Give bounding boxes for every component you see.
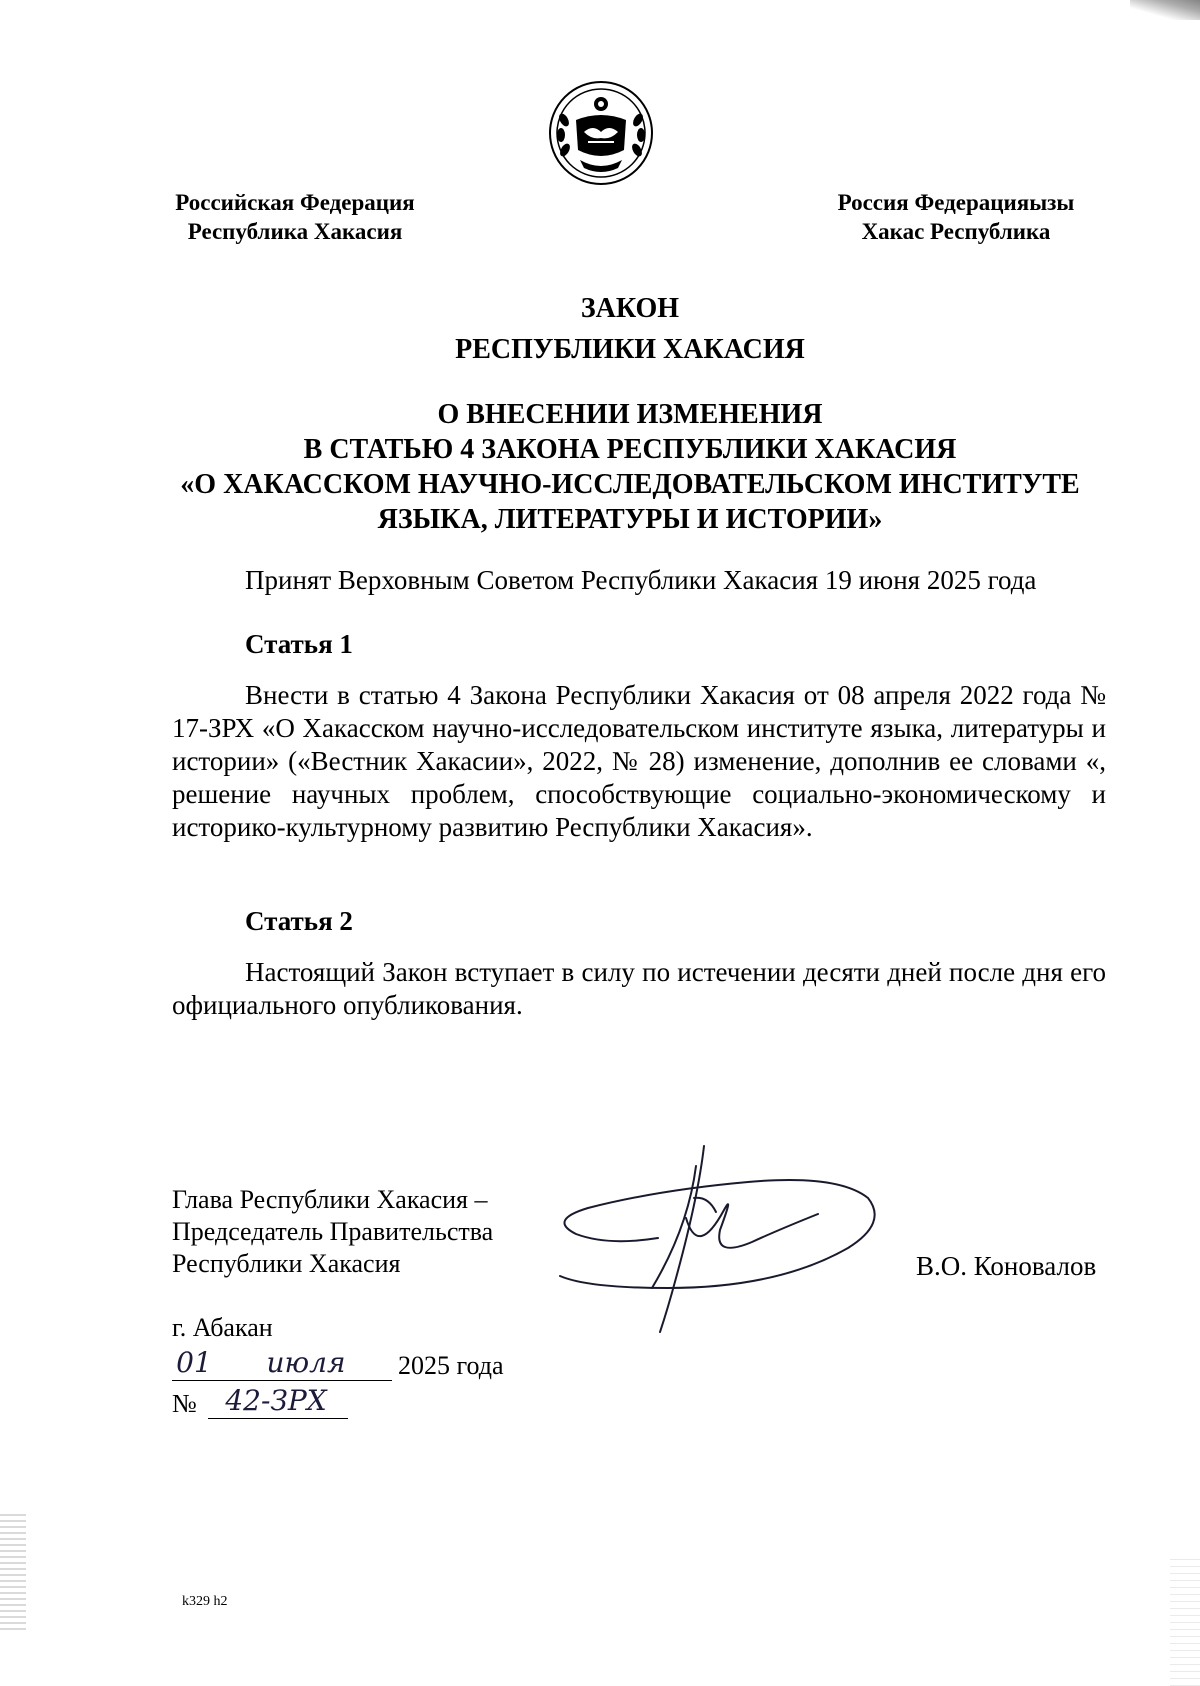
article-1-text: Внести в статью 4 Закона Республики Хакасия от 08 апреля 2022 года № 17-ЗРХ «О Хакасском научно-исследовательском институте языка, литературы и истории» («Вестник Хакасии», 2022, № 28) изменение, дополнив ее словами «, решение научных проблем, способствующие социально-экономическому и историко-культурному развитию Республики Хакасия». <box>172 680 1106 842</box>
header-left-line1: Российская Федерация <box>175 190 415 215</box>
number-value: 42-ЗРХ <box>225 1384 327 1417</box>
date-day: 01 <box>176 1346 212 1379</box>
scan-artifact-corner <box>1130 0 1200 20</box>
signer-position <box>172 1184 493 1280</box>
article-2-text: Настоящий Закон вступает в силу по истечении десяти дней после дня его официального опубликования. <box>172 957 1106 1020</box>
subject-line2: В СТАТЬЮ 4 ЗАКОНА РЕСПУБЛИКИ ХАКАСИЯ <box>303 434 957 465</box>
city: г. Абакан <box>172 1313 273 1342</box>
scan-artifact-bottom-right <box>1170 1556 1200 1686</box>
signing-date <box>172 1346 532 1382</box>
document-subject <box>150 397 1110 537</box>
number-underline <box>208 1418 348 1419</box>
header-left <box>160 188 430 246</box>
signer-position-line3: Республики Хакасия <box>172 1249 401 1278</box>
number-prefix: № <box>172 1389 197 1418</box>
header-right-line1: Россия Федерацияызы <box>837 190 1075 215</box>
subject-line3: «О ХАКАССКОМ НАУЧНО-ИССЛЕДОВАТЕЛЬСКОМ ИНСТИТУТЕ <box>180 469 1080 500</box>
subject-line4: ЯЗЫКА, ЛИТЕРАТУРЫ И ИСТОРИИ» <box>377 504 883 535</box>
header-left-line2: Республика Хакасия <box>187 219 403 244</box>
date-month: июля <box>266 1346 346 1379</box>
scan-artifact-left <box>0 1510 26 1630</box>
date-underline <box>172 1380 392 1381</box>
signer-position-line2: Председатель Правительства <box>172 1217 494 1246</box>
document-code: k329 h2 <box>182 1594 228 1609</box>
coat-of-arms-icon <box>548 80 654 186</box>
signer-name: В.О. Коновалов <box>916 1251 1097 1281</box>
document-type: ЗАКОН <box>580 293 680 324</box>
document-issuer: РЕСПУБЛИКИ ХАКАСИЯ <box>455 334 805 365</box>
signer-position-line1: Глава Республики Хакасия – <box>172 1185 488 1214</box>
handwritten-signature-icon <box>548 1138 908 1338</box>
subject-line1: О ВНЕСЕНИИ ИЗМЕНЕНИЯ <box>437 399 823 430</box>
adoption-note: Принят Верховным Советом Республики Хакасия 19 июня 2025 года <box>245 565 1037 595</box>
date-year: 2025 года <box>398 1351 504 1380</box>
header-right <box>836 188 1076 246</box>
law-number <box>172 1384 412 1420</box>
header-right-line2: Хакас Республика <box>861 219 1051 244</box>
article-2-heading: Статья 2 <box>245 906 353 936</box>
article-1-heading: Статья 1 <box>245 629 353 659</box>
